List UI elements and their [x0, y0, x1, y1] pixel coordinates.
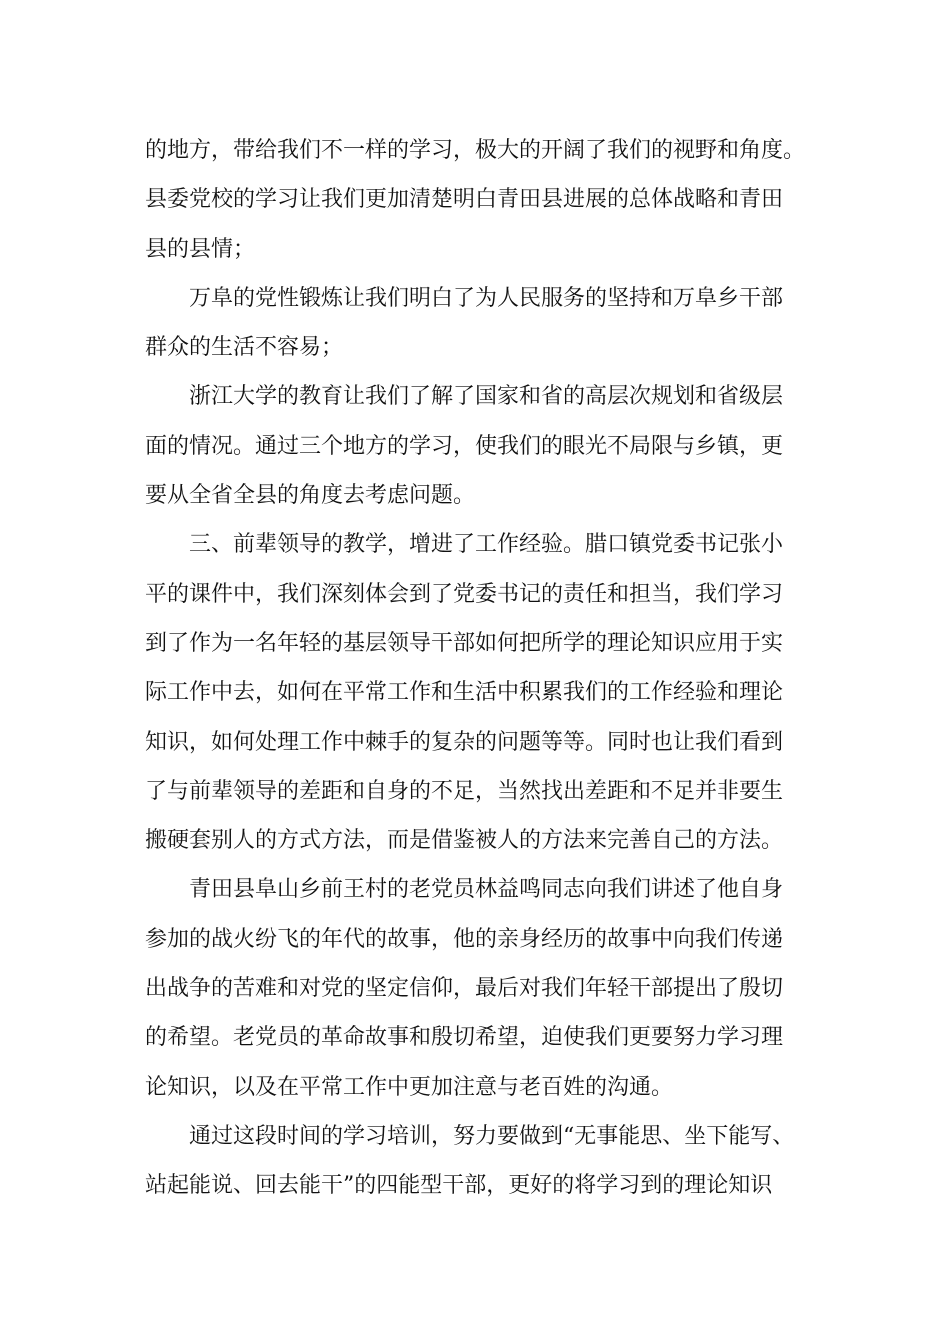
document-body — [145, 126, 825, 1211]
paragraph-start-line: 浙江大学的教育让我们了解了国家和省的高层次规划和省级层 — [189, 384, 784, 410]
text-line: 到了作为一名年轻的基层领导干部如何把所学的理论知识应用于实 — [145, 630, 784, 656]
text-line: 要从全省全县的角度去考虑问题。 — [145, 483, 476, 509]
text-line: 论知识，以及在平常工作中更加注意与老百姓的沟通。 — [145, 1074, 674, 1100]
text-line: 出战争的苦难和对党的坚定信仰，最后对我们年轻干部提出了殷切 — [145, 976, 784, 1002]
text-line: 县的县情； — [145, 236, 256, 262]
text-line: 平的课件中，我们深刻体会到了党委书记的责任和担当，我们学习 — [145, 581, 784, 607]
text-line: 县委党校的学习让我们更加清楚明白青田县进展的总体战略和青田 — [145, 187, 784, 213]
text-line: 的希望。老党员的革命故事和殷切希望，迫使我们更要努力学习理 — [145, 1025, 784, 1051]
paragraph-start-line: 青田县阜山乡前王村的老党员林益鸣同志向我们讲述了他自身 — [189, 877, 784, 903]
text-line: 参加的战火纷飞的年代的故事，他的亲身经历的故事中向我们传递 — [145, 926, 784, 952]
text-line: 的地方，带给我们不一样的学习，极大的开阔了我们的视野和角度。 — [145, 138, 806, 163]
text-line: 际工作中去，如何在平常工作和生活中积累我们的工作经验和理论 — [145, 680, 784, 706]
text-line: 搬硬套别人的方式方法，而是借鉴被人的方法来完善自己的方法。 — [145, 828, 784, 854]
text-line: 知识，如何处理工作中棘手的复杂的问题等等。同时也让我们看到 — [145, 729, 784, 755]
text-line: 站起能说、回去能干”的四能型干部，更好的将学习到的理论知识 — [145, 1173, 773, 1199]
text-line: 了与前辈领导的差距和自身的不足，当然找出差距和不足并非要生 — [145, 778, 784, 804]
text-line: 群众的生活不容易； — [145, 335, 344, 361]
text-line: 面的情况。通过三个地方的学习，使我们的眼光不局限与乡镇，更 — [145, 433, 784, 459]
paragraph-start-line: 万阜的党性锻炼让我们明白了为人民服务的坚持和万阜乡干部 — [189, 285, 784, 311]
paragraph-start-line: 通过这段时间的学习培训，努力要做到“无事能思、坐下能写、 — [189, 1123, 795, 1149]
paragraph-start-line: 三、前辈领导的教学，增进了工作经验。腊口镇党委书记张小 — [189, 532, 784, 558]
